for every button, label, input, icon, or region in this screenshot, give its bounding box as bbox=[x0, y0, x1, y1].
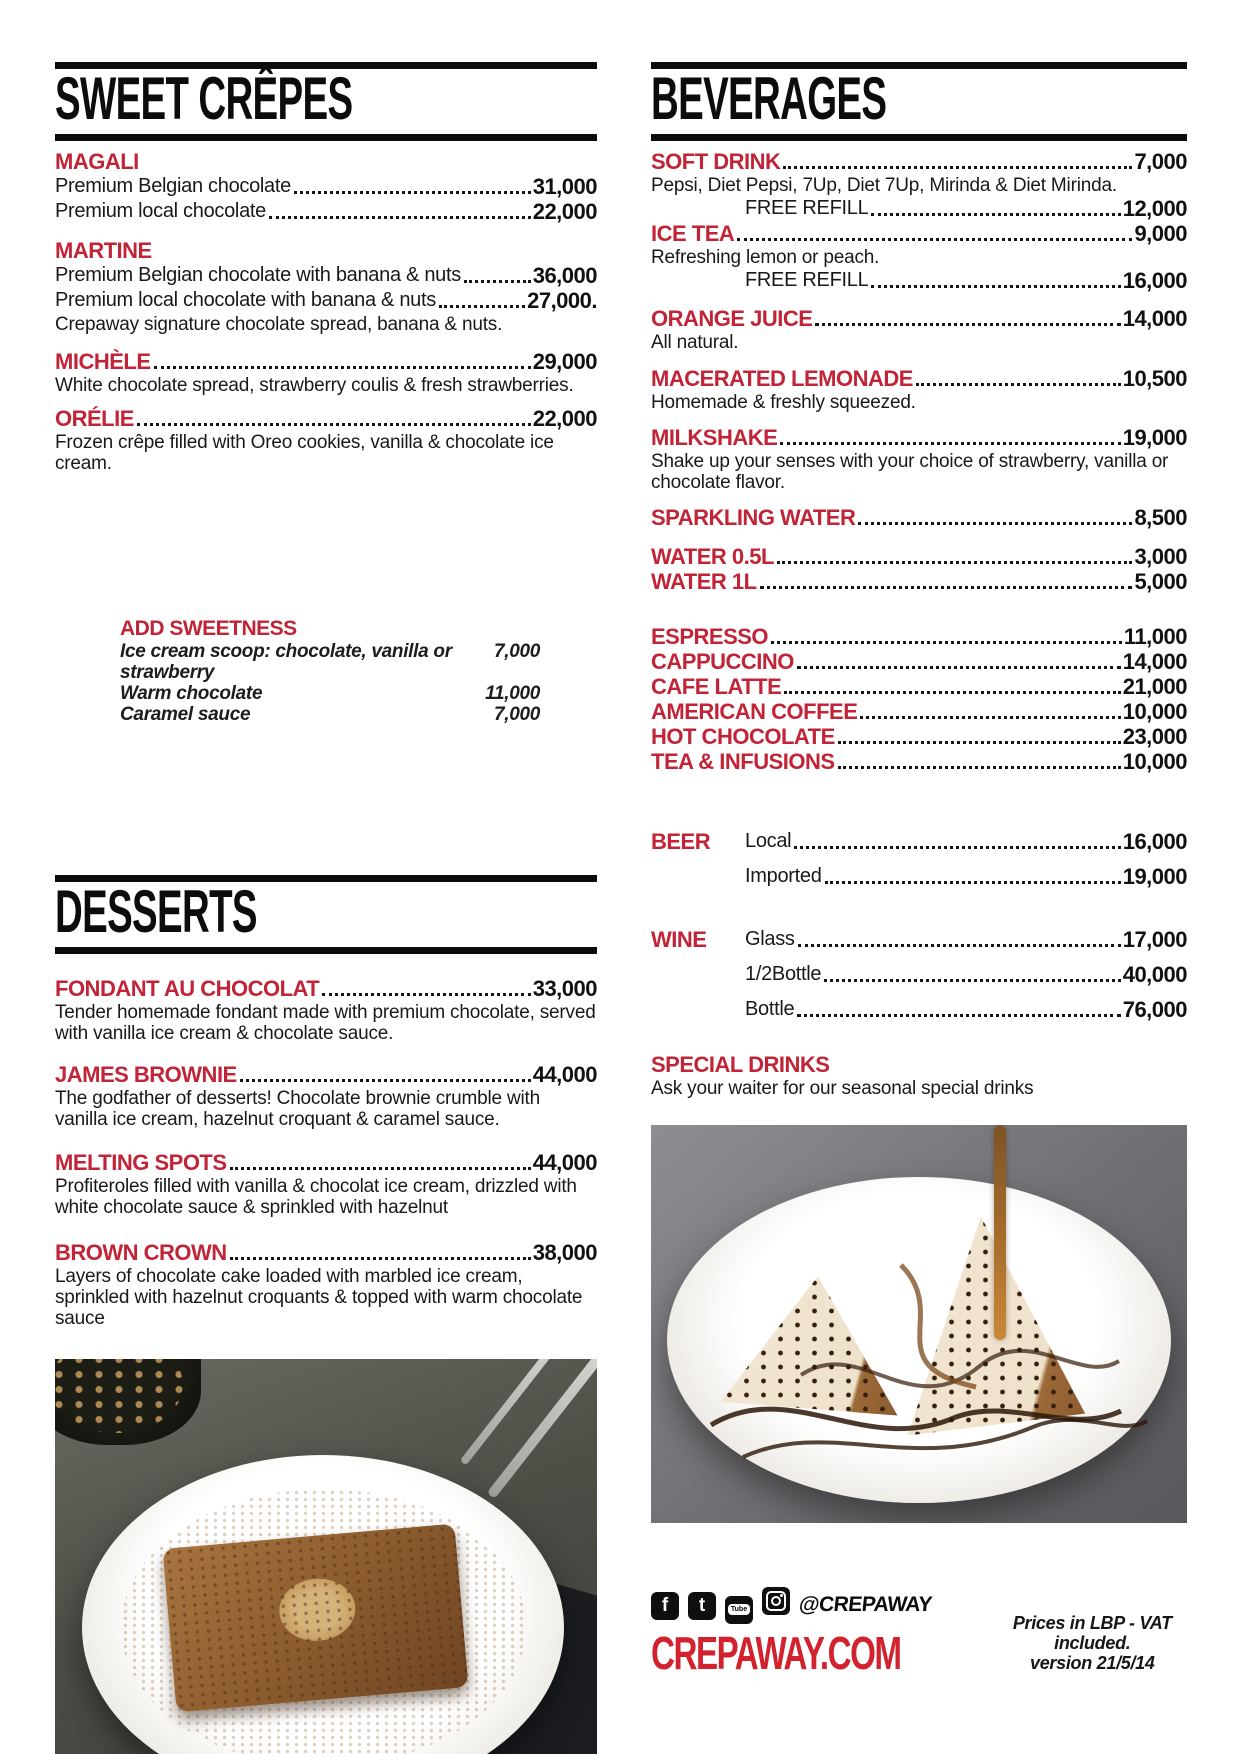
dot-leader bbox=[784, 691, 1120, 694]
item-espresso bbox=[651, 624, 1187, 649]
left-sections bbox=[55, 62, 597, 1329]
menu-row bbox=[651, 196, 1187, 221]
fork-art bbox=[460, 1359, 559, 1466]
item-james-brownie bbox=[55, 1062, 597, 1130]
chocolate-drizzle-art bbox=[651, 1125, 1187, 1523]
item-price: 17,000 bbox=[1122, 927, 1187, 952]
item-price: 27,000. bbox=[527, 288, 597, 313]
menu-row bbox=[651, 699, 1187, 724]
dot-leader bbox=[322, 993, 530, 996]
item-name: ORANGE JUICE bbox=[651, 306, 813, 331]
section-title: SWEET CRÊPES bbox=[55, 65, 353, 132]
menu-row bbox=[745, 927, 1187, 952]
item-name: CAFE LATTE bbox=[651, 674, 782, 699]
twitter-icon: t bbox=[688, 1592, 716, 1620]
sub-item: FREE REFILL bbox=[745, 197, 869, 219]
menu-row bbox=[651, 649, 1187, 674]
footer-note-line1: Prices in LBP - VAT included. bbox=[1012, 1613, 1172, 1653]
group-item: Bottle bbox=[745, 998, 795, 1020]
item-hot-chocolate bbox=[651, 724, 1187, 749]
item-michele bbox=[55, 349, 597, 396]
menu-row bbox=[651, 569, 1187, 594]
menu-row bbox=[651, 544, 1187, 569]
menu-row bbox=[651, 221, 1187, 246]
menu-row bbox=[55, 288, 597, 313]
item-price: 10,000 bbox=[1122, 699, 1187, 724]
sweet-crepe-photo bbox=[55, 1359, 597, 1754]
item-martine bbox=[55, 238, 597, 335]
item-description: Layers of chocolate cake loaded with marbled ice cream, sprinkled with hazelnut croquants & topped with warm chocolate sauce bbox=[55, 1266, 583, 1329]
group-label: BEER bbox=[651, 829, 711, 854]
item-name: MAGALI bbox=[55, 149, 139, 174]
dot-leader bbox=[871, 285, 1120, 288]
menu-row bbox=[55, 976, 597, 1001]
item-name: AMERICAN COFFEE bbox=[651, 699, 858, 724]
item-price: 12,000 bbox=[1122, 196, 1187, 221]
youtube-icon bbox=[725, 1596, 753, 1624]
section-beverages bbox=[651, 62, 1187, 1099]
dot-leader bbox=[737, 238, 1132, 241]
item-description: Shake up your senses with your choice of strawberry, vanilla or chocolate flavor. bbox=[651, 451, 1169, 493]
item-name: MILKSHAKE bbox=[651, 425, 778, 450]
item-price: 22,000 bbox=[532, 406, 597, 431]
item-milkshake bbox=[651, 425, 1187, 493]
item-price: 76,000 bbox=[1122, 997, 1187, 1022]
item-american-coffee bbox=[651, 699, 1187, 724]
dot-leader bbox=[871, 213, 1120, 216]
item-price: 38,000 bbox=[532, 1240, 597, 1265]
dot-leader bbox=[797, 1014, 1120, 1017]
addon-text: Warm chocolate bbox=[120, 683, 263, 704]
menu-row bbox=[651, 724, 1187, 749]
item-special-drinks bbox=[651, 1052, 1187, 1099]
dot-leader bbox=[824, 979, 1120, 982]
menu-row bbox=[745, 864, 1187, 889]
item-description: Pepsi, Diet Pepsi, 7Up, Diet 7Up, Mirinda & Diet Mirinda. bbox=[651, 175, 1117, 196]
item-beer bbox=[651, 829, 1187, 889]
youtube-label: Tube bbox=[728, 1604, 750, 1615]
dot-leader bbox=[838, 741, 1121, 744]
group-rows bbox=[745, 927, 1187, 1022]
menu-row bbox=[651, 306, 1187, 331]
item-name: BROWN CROWN bbox=[55, 1240, 227, 1265]
item-cappuccino bbox=[651, 649, 1187, 674]
item-cafe-latte bbox=[651, 674, 1187, 699]
item-magali bbox=[55, 149, 597, 224]
item-description: Refreshing lemon or peach. bbox=[651, 247, 880, 268]
footer-note-line2: version 21/5/14 bbox=[1030, 1653, 1155, 1673]
dot-leader bbox=[783, 166, 1132, 169]
item-price: 22,000 bbox=[532, 199, 597, 224]
menu-row bbox=[55, 349, 597, 374]
item-price: 3,000 bbox=[1134, 544, 1187, 569]
footer bbox=[651, 1587, 1187, 1679]
item-description: The godfather of desserts! Chocolate brownie crumble with vanilla ice cream, hazelnut croquant & caramel sauce. bbox=[55, 1088, 540, 1130]
item-variant: Premium local chocolate bbox=[55, 200, 266, 222]
dot-leader bbox=[838, 766, 1121, 769]
dot-leader bbox=[771, 641, 1122, 644]
item-fondant-au-chocolat bbox=[55, 976, 597, 1044]
menu-row bbox=[651, 505, 1187, 530]
item-description: Crepaway signature chocolate spread, banana & nuts. bbox=[55, 314, 503, 335]
section-title: BEVERAGES bbox=[651, 65, 887, 132]
group-label: WINE bbox=[651, 927, 707, 952]
dot-leader bbox=[860, 716, 1120, 719]
dot-leader bbox=[269, 216, 531, 219]
item-name: WATER 0.5L bbox=[651, 544, 774, 569]
item-price: 44,000 bbox=[532, 1150, 597, 1175]
item-price: 21,000 bbox=[1122, 674, 1187, 699]
item-price: 14,000 bbox=[1122, 649, 1187, 674]
ice-cream-crepe-photo bbox=[651, 1125, 1187, 1523]
item-price: 31,000 bbox=[532, 174, 597, 199]
item-price: 5,000 bbox=[1134, 569, 1187, 594]
item-name: MICHÈLE bbox=[55, 349, 151, 374]
item-name: FONDANT AU CHOCOLAT bbox=[55, 976, 320, 1001]
item-price: 14,000 bbox=[1122, 306, 1187, 331]
dot-leader bbox=[815, 323, 1120, 326]
menu-row bbox=[745, 962, 1187, 987]
menu-row bbox=[651, 366, 1187, 391]
menu-row bbox=[651, 624, 1187, 649]
item-ice-tea bbox=[651, 221, 1187, 293]
item-description: Ask your waiter for our seasonal special drinks bbox=[651, 1078, 1034, 1099]
dot-leader bbox=[858, 522, 1132, 525]
item-name: HOT CHOCOLATE bbox=[651, 724, 835, 749]
dot-leader bbox=[137, 423, 531, 426]
group-item: 1/2Bottle bbox=[745, 963, 822, 985]
item-orange-juice bbox=[651, 306, 1187, 353]
item-description: All natural. bbox=[651, 332, 739, 353]
item-macerated-lemonade bbox=[651, 366, 1187, 413]
item-soft-drink bbox=[651, 149, 1187, 221]
dot-leader bbox=[464, 280, 531, 283]
group-rows bbox=[745, 829, 1187, 889]
dot-leader bbox=[780, 442, 1120, 445]
item-price: 33,000 bbox=[532, 976, 597, 1001]
menu-row bbox=[651, 749, 1187, 774]
section-header bbox=[651, 62, 1187, 141]
menu-row bbox=[651, 425, 1187, 450]
item-name: SPARKLING WATER bbox=[651, 505, 856, 530]
item-description: Homemade & freshly squeezed. bbox=[651, 392, 916, 413]
dot-leader bbox=[797, 666, 1121, 669]
item-name: WATER 1L bbox=[651, 569, 757, 594]
item-price: 23,000 bbox=[1122, 724, 1187, 749]
item-name: SPECIAL DRINKS bbox=[651, 1052, 830, 1077]
addon-price: 7,000 bbox=[493, 704, 540, 725]
item-wine bbox=[651, 927, 1187, 1022]
section-sweet-crepes bbox=[55, 62, 597, 725]
crepe-art bbox=[162, 1524, 468, 1713]
addon-text: Ice cream scoop: chocolate, vanilla or strawberry bbox=[120, 641, 452, 683]
item-price: 16,000 bbox=[1122, 268, 1187, 293]
menu-row bbox=[651, 149, 1187, 174]
website-logo: CREPAWAY.COM bbox=[651, 1626, 901, 1679]
item-variant: Premium Belgian chocolate bbox=[55, 175, 291, 197]
social-icons bbox=[651, 1587, 799, 1624]
section-header bbox=[55, 875, 597, 954]
item-name: SOFT DRINK bbox=[651, 149, 781, 174]
item-price: 19,000 bbox=[1122, 425, 1187, 450]
right-column bbox=[651, 62, 1187, 1679]
item-description: Profiteroles filled with vanilla & chocolat ice cream, drizzled with white chocolate sauce & sprinkled with hazelnut bbox=[55, 1176, 577, 1218]
instagram-frame bbox=[766, 1591, 786, 1611]
dot-leader bbox=[825, 881, 1121, 884]
sub-item: FREE REFILL bbox=[745, 269, 869, 291]
item-name: MACERATED LEMONADE bbox=[651, 366, 913, 391]
item-water-0-5l bbox=[651, 544, 1187, 569]
addon-title: ADD SWEETNESS bbox=[120, 617, 297, 640]
item-name: ICE TEA bbox=[651, 221, 735, 246]
footer-note bbox=[998, 1613, 1187, 1673]
addon-row bbox=[120, 704, 540, 725]
item-price: 40,000 bbox=[1122, 962, 1187, 987]
menu-row bbox=[55, 1062, 597, 1087]
item-price: 11,000 bbox=[1123, 624, 1187, 649]
addon-price: 11,000 bbox=[485, 683, 540, 704]
group-item: Local bbox=[745, 830, 792, 852]
menu-row bbox=[55, 1240, 597, 1265]
group-item: Imported bbox=[745, 865, 822, 887]
fork-art bbox=[487, 1359, 597, 1499]
item-description: Tender homemade fondant made with premium chocolate, served with vanilla ice cream & chocolate sauce. bbox=[55, 1002, 596, 1044]
item-description: Frozen crêpe filled with Oreo cookies, vanilla & chocolate ice cream. bbox=[55, 432, 554, 474]
dot-leader bbox=[230, 1257, 531, 1260]
item-name: CAPPUCCINO bbox=[651, 649, 794, 674]
menu-row bbox=[651, 674, 1187, 699]
dot-leader bbox=[154, 366, 531, 369]
item-price: 29,000 bbox=[532, 349, 597, 374]
item-variant: Premium local chocolate with banana & nuts bbox=[55, 289, 436, 311]
nut-bowl-art bbox=[55, 1359, 201, 1445]
menu-row bbox=[745, 997, 1187, 1022]
group-item: Glass bbox=[745, 928, 795, 950]
item-melting-spots bbox=[55, 1150, 597, 1218]
item-price: 36,000 bbox=[532, 263, 597, 288]
item-name: ESPRESSO bbox=[651, 624, 769, 649]
item-price: 16,000 bbox=[1122, 829, 1187, 854]
item-name: MARTINE bbox=[55, 238, 152, 263]
menu-row bbox=[55, 174, 597, 199]
addon-row bbox=[120, 683, 540, 704]
addon-text: Caramel sauce bbox=[120, 704, 251, 725]
menu-row bbox=[651, 268, 1187, 293]
section-header bbox=[55, 62, 597, 141]
addon-price: 7,000 bbox=[493, 641, 540, 662]
item-price: 44,000 bbox=[532, 1062, 597, 1087]
item-variant: Premium Belgian chocolate with banana & nuts bbox=[55, 264, 461, 286]
item-name: ORÉLIE bbox=[55, 406, 134, 431]
dot-leader bbox=[230, 1167, 531, 1170]
menu-row bbox=[745, 829, 1187, 854]
dot-leader bbox=[916, 383, 1121, 386]
addon-row bbox=[120, 641, 540, 683]
menu-row bbox=[55, 263, 597, 288]
item-add-sweetness bbox=[120, 616, 540, 725]
right-sections bbox=[651, 62, 1187, 1099]
item-name: TEA & INFUSIONS bbox=[651, 749, 835, 774]
item-price: 10,000 bbox=[1122, 749, 1187, 774]
left-column bbox=[55, 62, 597, 1754]
dot-leader bbox=[777, 561, 1132, 564]
item-description: White chocolate spread, strawberry coulis & fresh strawberries. bbox=[55, 375, 574, 396]
item-sparkling-water bbox=[651, 505, 1187, 530]
footer-brand bbox=[651, 1587, 998, 1679]
item-price: 7,000 bbox=[1134, 149, 1187, 174]
dot-leader bbox=[794, 846, 1120, 849]
menu-row bbox=[55, 199, 597, 224]
section-desserts bbox=[55, 875, 597, 1329]
item-name: JAMES BROWNIE bbox=[55, 1062, 237, 1087]
dot-leader bbox=[798, 944, 1121, 947]
social-handle: @CREPAWAY bbox=[797, 1593, 933, 1617]
item-price: 8,500 bbox=[1134, 505, 1187, 530]
instagram-icon bbox=[762, 1587, 790, 1615]
dot-leader bbox=[439, 305, 525, 308]
item-tea-infusions bbox=[651, 749, 1187, 774]
section-title: DESSERTS bbox=[55, 878, 257, 945]
facebook-icon: f bbox=[651, 1592, 679, 1620]
dot-leader bbox=[294, 191, 531, 194]
item-orelie bbox=[55, 406, 597, 474]
item-name: MELTING SPOTS bbox=[55, 1150, 227, 1175]
item-price: 19,000 bbox=[1122, 864, 1187, 889]
item-price: 10,500 bbox=[1122, 366, 1187, 391]
menu-row bbox=[55, 1150, 597, 1175]
item-price: 9,000 bbox=[1134, 221, 1187, 246]
social-row bbox=[651, 1587, 998, 1624]
item-water-1l bbox=[651, 569, 1187, 594]
dot-leader bbox=[240, 1079, 531, 1082]
menu-row bbox=[55, 406, 597, 431]
item-brown-crown bbox=[55, 1240, 597, 1329]
dot-leader bbox=[760, 586, 1133, 589]
